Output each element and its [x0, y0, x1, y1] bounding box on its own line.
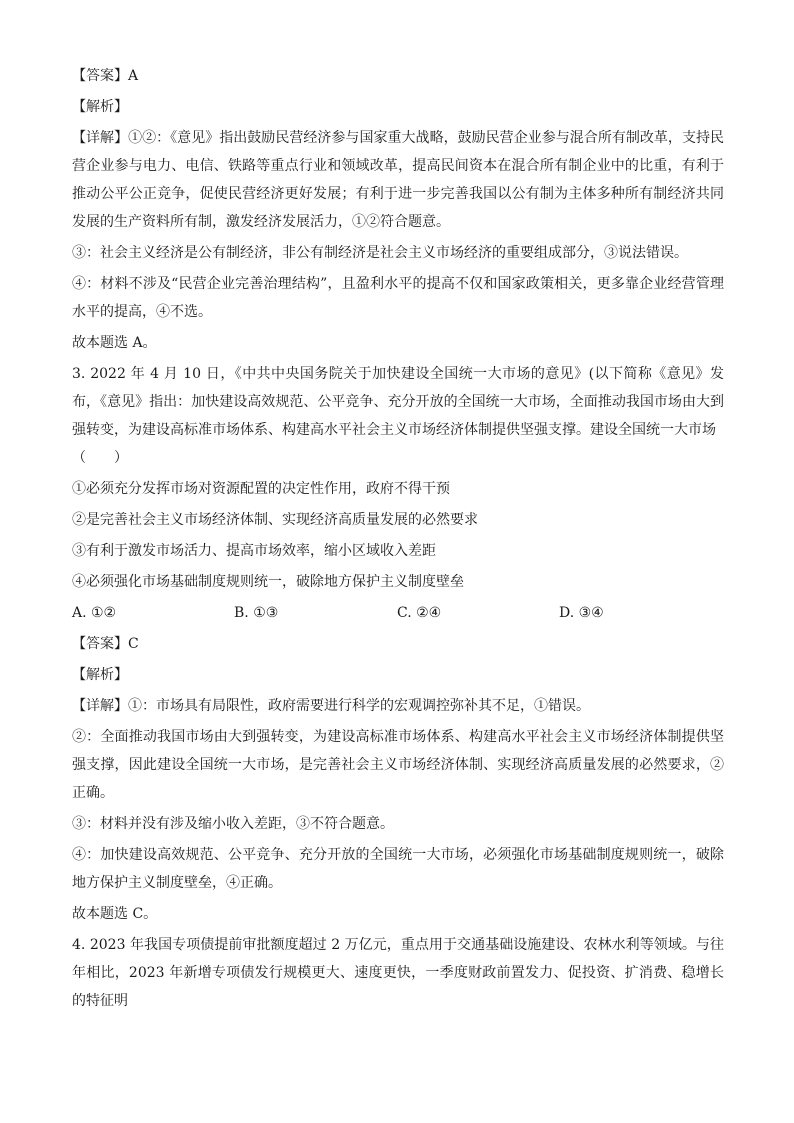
q3-analysis-label: 【解析】	[72, 667, 128, 683]
q3-blank: （ ）	[72, 450, 128, 466]
q3-detail-1: 【详解】①：市场具有局限性，政府需要进行科学的宏观调控弥补其不足，①错误。	[72, 698, 590, 714]
q3-detail-3: ③：材料并没有涉及缩小收入差距，③不符合题意。	[72, 816, 394, 832]
option-b: B. ①③	[234, 605, 279, 621]
q3-conclusion: 故本题选 C。	[72, 906, 158, 922]
q2-analysis-label: 【解析】	[72, 99, 128, 115]
q3-options	[72, 599, 724, 627]
q3-stem: 3. 2022 年 4 月 10 日，《中共中央国务院关于加快建设全国统一大市场的意见》(以下简称《意见》发布，《意见》指出：加快建设高效规范、公平竞争、充分开放的全国统一大市场，全面推动我国市场由大到强转变，为建设高标准市场体系、构建高水平社会主义市场经济体制提供坚强支撑。建设全国统一大市场	[72, 366, 724, 438]
q3-statement-1: ①必须充分发挥市场对资源配置的决定性作用，政府不得干预	[72, 481, 450, 497]
q3-statement-2: ②是完善社会主义市场经济体制、实现经济高质量发展的必然要求	[72, 512, 478, 528]
q3-detail-4: ④：加快建设高效规范、公平竞争、充分开放的全国统一大市场，必须强化市场基础制度规则统一，破除地方保护主义制度壁垒，④正确。	[72, 847, 724, 891]
option-a: A. ①②	[72, 605, 117, 621]
option-d: D. ③④	[559, 605, 604, 621]
q2-detail-3: ④：材料不涉及“民营企业完善治理结构”，且盈利水平的提高不仅和国家政策相关，更多靠企业经营管理水平的提高，④不选。	[72, 276, 724, 320]
q2-detail-1: 【详解】①②：《意见》指出鼓励民营经济参与国家重大战略，鼓励民营企业参与混合所有制改革，支持民营企业参与电力、电信、铁路等重点行业和领域改革，提高民间资本在混合所有制企业中的比重，有利于推动公平公正竞争，促使民营经济更好发展；有利于进一步完善我国以公有制为主体多种所有制经济共同发展的生产资料所有制，激发经济发展活力，①②符合题意。	[72, 130, 724, 230]
option-c: C. ②④	[397, 605, 442, 621]
q3-answer: 【答案】C	[72, 636, 139, 652]
document-page	[72, 62, 724, 1015]
q3-statement-3: ③有利于激发市场活力、提高市场效率，缩小区域收入差距	[72, 543, 436, 559]
q2-detail-2: ③：社会主义经济是公有制经济，非公有制经济是社会主义市场经济的重要组成部分，③说法错误。	[72, 245, 688, 261]
q3-statement-4: ④必须强化市场基础制度规则统一，破除地方保护主义制度壁垒	[72, 574, 464, 590]
q2-conclusion: 故本题选 A。	[72, 335, 157, 351]
q4-stem: 4. 2023 年我国专项债提前审批额度超过 2 万亿元，重点用于交通基础设施建设、农林水利等领域。与往年相比，2023 年新增专项债发行规模更大、速度更快，一季度财政前置发力、促投资、扩消费、稳增长的特征明	[72, 937, 724, 1009]
q3-detail-2: ②：全面推动我国市场由大到强转变，为建设高标准市场体系、构建高水平社会主义市场经济体制提供坚强支撑，因此建设全国统一大市场，是完善社会主义市场经济体制、实现经济高质量发展的必然要求，②正确。	[72, 729, 724, 801]
q2-answer: 【答案】A	[72, 68, 139, 84]
